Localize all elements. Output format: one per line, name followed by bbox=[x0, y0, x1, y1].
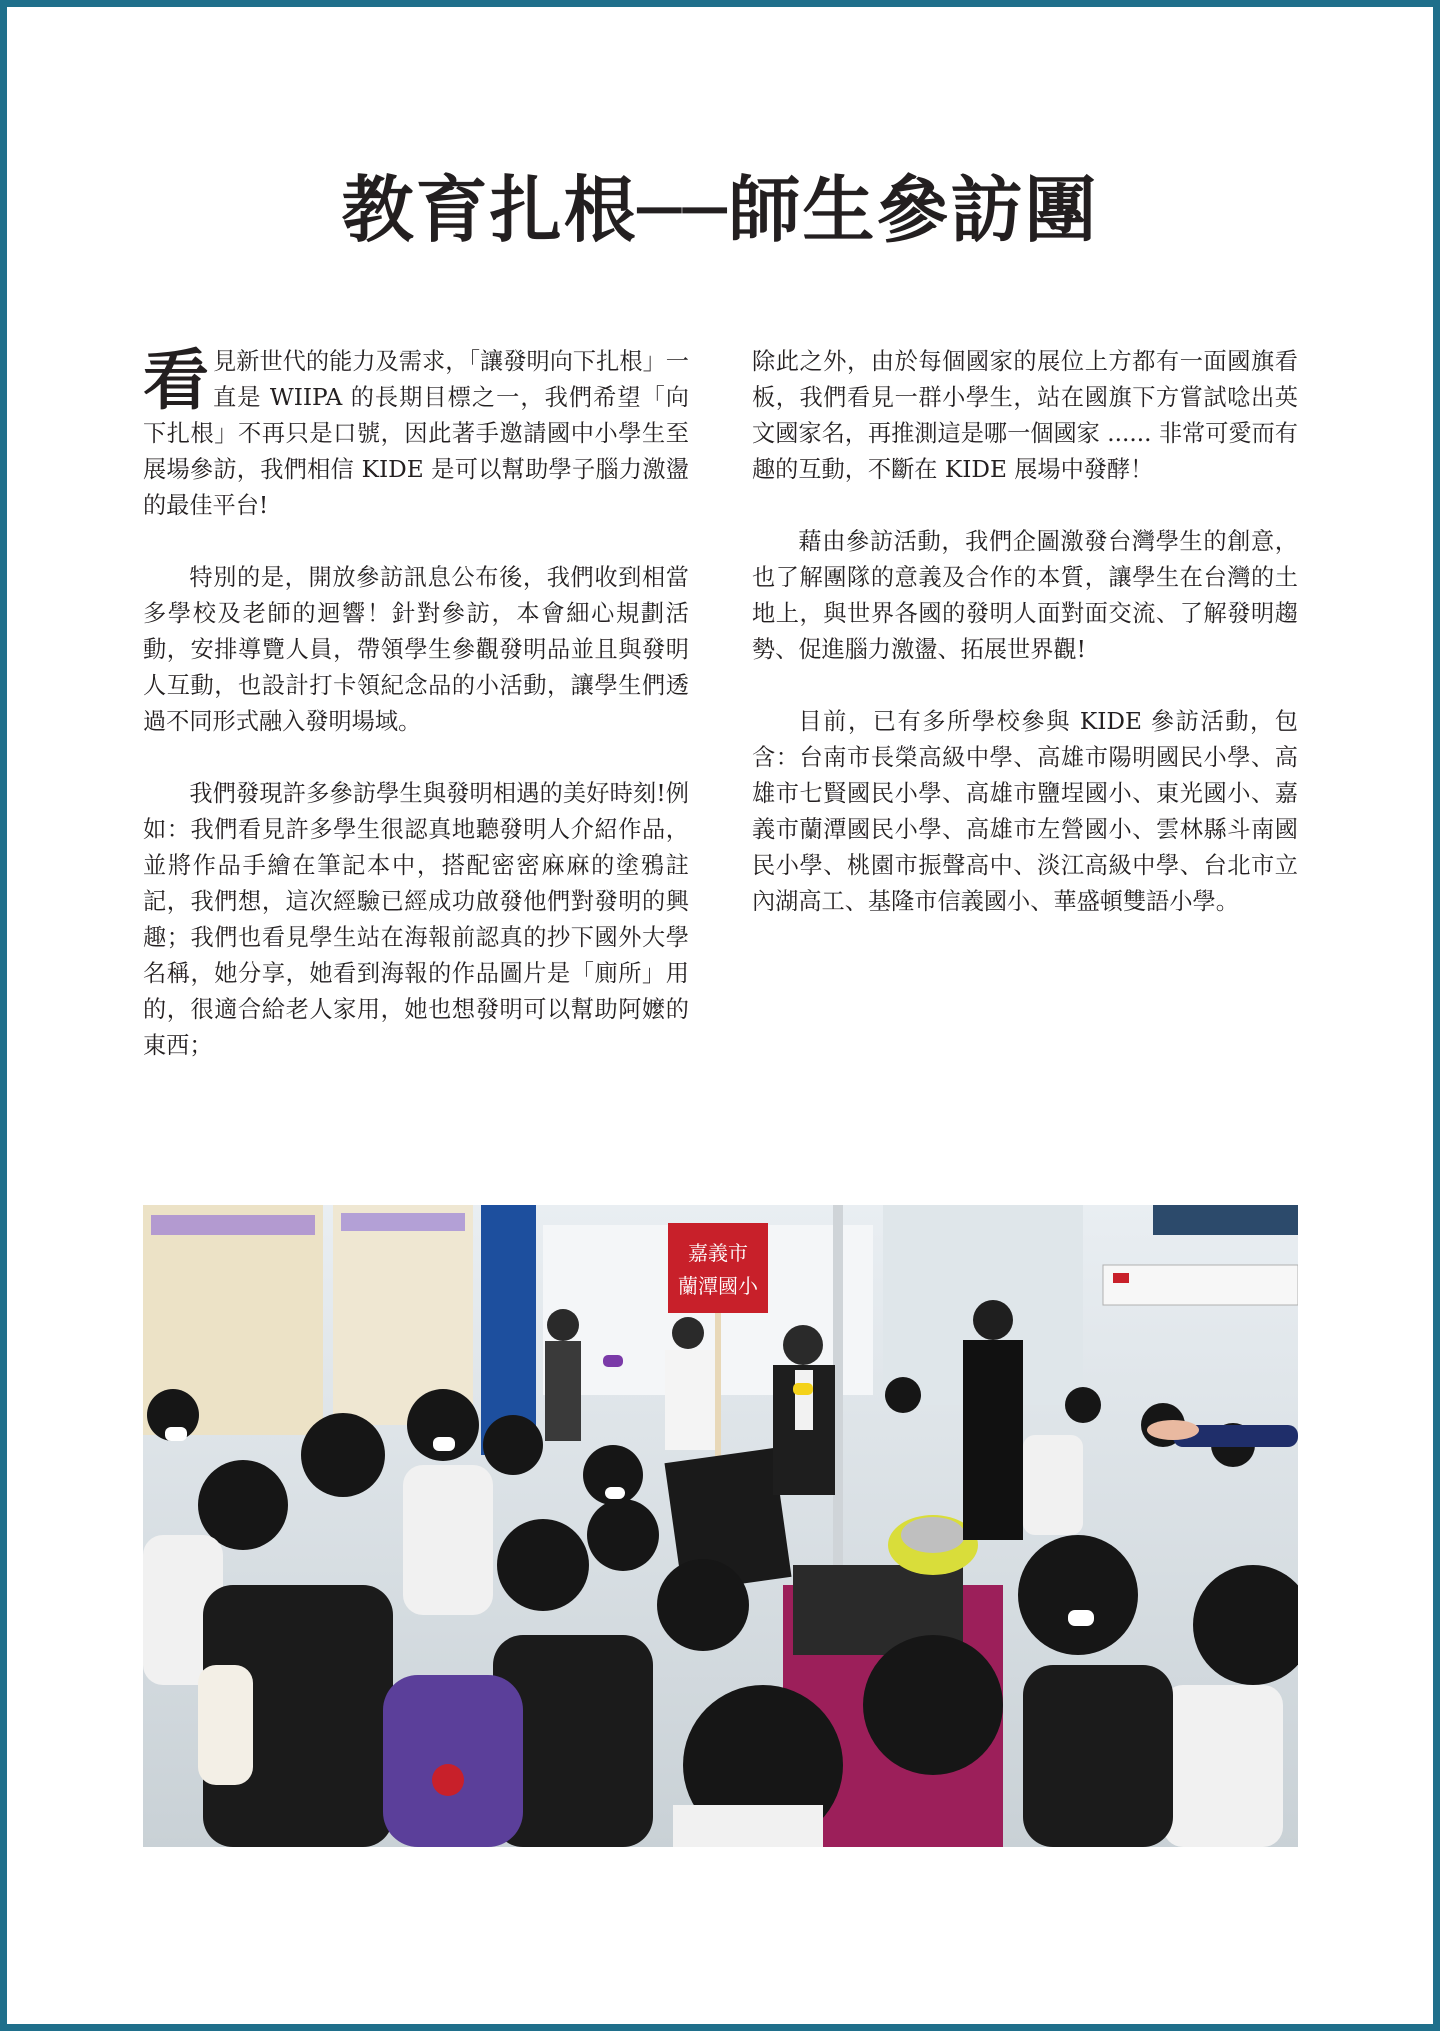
intro-paragraph bbox=[143, 341, 689, 524]
purple-backpack bbox=[383, 1675, 523, 1847]
left-column bbox=[143, 341, 689, 1100]
paragraph-3: 我們發現許多參訪學生與發明相遇的美好時刻!例如：我們看見許多學生很認真地聽發明人介紹作品，並將作品手繪在筆記本中，搭配密密麻麻的塗鴉註記，我們想，這次經驗已經成功啟發他們對發明的興趣；我們也看見學生站在海報前認真的抄下國外大學名稱，她分享，她看到海報的作品圖片是「廁所」用的，很適合給老人家用，她也想發明可以幫助阿嬤的東西； bbox=[143, 780, 689, 1059]
paragraph-6: 目前，已有多所學校參與 KIDE 參訪活動，包含：台南市長榮高級中學、高雄市陽明國民小學、高雄市七賢國民小學、高雄市鹽埕國小、東光國小、嘉義市蘭潭國民小學、高雄市左營國小、雲林縣斗南國民小學、桃園市振聲高中、淡江高級中學、台北市立內湖高工、基隆市信義國小、華盛頓雙語小學。 bbox=[752, 708, 1298, 915]
paragraph-5: 藉由參訪活動，我們企圖激發台灣學生的創意， 也了解團隊的意義及合作的本質，讓學生在台灣的土地上，與世界各國的發明人面對面交流、了解發明趨勢、促進腦力激盪、拓展世界觀! bbox=[752, 528, 1298, 663]
paragraph-2: 特別的是，開放參訪訊息公布後，我們收到相當多學校及老師的迴響！針對參訪，本會細心規劃活動，安排導覽人員，帶領學生參觀發明品並且與發明人互動，也設計打卡領紀念品的小活動，讓學生們透過不同形式融入發明場域。 bbox=[143, 564, 689, 735]
intro-text: 見新世代的能力及需求，「讓發明向下扎根」一直是 WIIPA 的長期目標之一，我們希望「向下扎根」不再只是口號，因此著手邀請國中小學生至展場參訪，我們相信 KIDE 是可以幫助學子腦力激盪的最佳平台! bbox=[143, 348, 689, 519]
page-title: 教育扎根──師生參訪團 bbox=[341, 167, 1099, 252]
drop-cap: 看 bbox=[143, 341, 209, 419]
school-sign bbox=[668, 1223, 768, 1313]
paragraph-4: 除此之外，由於每個國家的展位上方都有一面國旗看板，我們看見一群小學生，站在國旗下方嘗試唸出英文國家名，再推測這是哪一個國家 ...... 非常可愛而有趣的互動，不斷在 KIDE 展場中發酵！ bbox=[752, 348, 1298, 483]
right-column bbox=[752, 344, 1298, 956]
school-sign-line2: 蘭潭國小 bbox=[678, 1274, 758, 1298]
event-photo bbox=[143, 1205, 1298, 1847]
school-sign-line1: 嘉義市 bbox=[688, 1241, 748, 1265]
